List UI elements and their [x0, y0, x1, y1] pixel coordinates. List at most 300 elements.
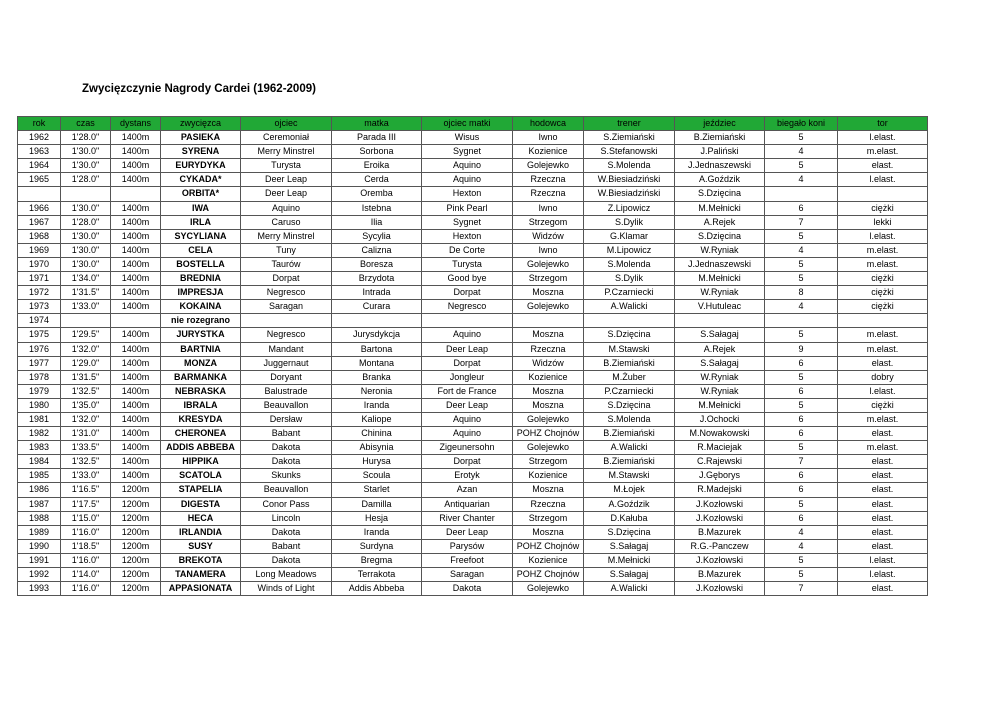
table-cell: Merry Minstrel — [241, 145, 332, 159]
table-cell: 1968 — [18, 229, 61, 243]
table-cell: Kozienice — [513, 370, 584, 384]
table-row — [18, 145, 928, 159]
table-cell: 1200m — [111, 483, 161, 497]
table-cell: Negresco — [241, 286, 332, 300]
table-cell: PASIEKA — [161, 131, 241, 145]
table-cell: Moszna — [513, 483, 584, 497]
table-cell: 1400m — [111, 257, 161, 271]
table-cell: 1'28.0" — [61, 215, 111, 229]
table-cell: HECA — [161, 511, 241, 525]
table-cell: 1400m — [111, 145, 161, 159]
table-cell: Dorpat — [241, 272, 332, 286]
table-cell: 1200m — [111, 497, 161, 511]
table-cell: IRLA — [161, 215, 241, 229]
table-cell: m.elast. — [838, 257, 928, 271]
table-cell: M.Lipowicz — [584, 243, 675, 257]
table-cell: 1400m — [111, 215, 161, 229]
table-cell: 1962 — [18, 131, 61, 145]
table-cell: Beauvallon — [241, 398, 332, 412]
table-cell: Lincoln — [241, 511, 332, 525]
table-cell: 1969 — [18, 243, 61, 257]
table-cell: 1'32.0" — [61, 342, 111, 356]
table-cell: Strzegom — [513, 511, 584, 525]
table-cell: KRESYDA — [161, 412, 241, 426]
table-row — [18, 441, 928, 455]
table-cell: 1400m — [111, 328, 161, 342]
table-cell: 6 — [765, 483, 838, 497]
table-cell: 1990 — [18, 539, 61, 553]
table-cell: 6 — [765, 201, 838, 215]
table-cell: Juggernaut — [241, 356, 332, 370]
table-cell: Hurysa — [332, 455, 422, 469]
table-cell: Branka — [332, 370, 422, 384]
table-cell: Sorbona — [332, 145, 422, 159]
table-cell: Babant — [241, 427, 332, 441]
table-cell: Ceremoniał — [241, 131, 332, 145]
table-cell: ciężki — [838, 300, 928, 314]
table-cell: 1985 — [18, 469, 61, 483]
table-cell: M.Stawski — [584, 342, 675, 356]
table-cell: Cerda — [332, 173, 422, 187]
table-cell: Widzów — [513, 356, 584, 370]
table-cell: 1400m — [111, 300, 161, 314]
table-cell: S.Ziemiański — [584, 131, 675, 145]
table-cell: Deer Leap — [241, 187, 332, 201]
table-cell: M.Łojek — [584, 483, 675, 497]
table-cell: Conor Pass — [241, 497, 332, 511]
table-row — [18, 511, 928, 525]
table-cell: Moszna — [513, 525, 584, 539]
table-cell: 1'16.5" — [61, 483, 111, 497]
table-cell: 4 — [765, 539, 838, 553]
table-cell: Dakota — [241, 525, 332, 539]
table-row — [18, 243, 928, 257]
table-cell: S.Molenda — [584, 159, 675, 173]
table-cell: 1986 — [18, 483, 61, 497]
table-cell: 1'32.5" — [61, 455, 111, 469]
table-cell: 1'34.0" — [61, 272, 111, 286]
table-cell: Zigeunersohn — [422, 441, 513, 455]
table-cell: lekki — [838, 215, 928, 229]
table-cell: l.elast. — [838, 568, 928, 582]
table-cell: 1'33.0" — [61, 469, 111, 483]
table-cell: BARTNIA — [161, 342, 241, 356]
table-cell: elast. — [838, 525, 928, 539]
table-cell: 1'31.5" — [61, 286, 111, 300]
table-cell: J.Gęborys — [675, 469, 765, 483]
table-cell: SYRENA — [161, 145, 241, 159]
table-cell: 1400m — [111, 356, 161, 370]
table-cell — [838, 314, 928, 328]
table-cell: m.elast. — [838, 328, 928, 342]
table-cell: 1400m — [111, 229, 161, 243]
table-cell: Deer Leap — [422, 525, 513, 539]
table-cell: JURYSTKA — [161, 328, 241, 342]
table-cell: Hexton — [422, 187, 513, 201]
table-cell: S.Stefanowski — [584, 145, 675, 159]
table-cell: S.Sałagaj — [675, 328, 765, 342]
table-cell: POHZ Chojnów — [513, 568, 584, 582]
table-cell: 5 — [765, 370, 838, 384]
table-row — [18, 370, 928, 384]
table-cell: 1977 — [18, 356, 61, 370]
table-cell: 1'33.0" — [61, 300, 111, 314]
table-cell: Aquino — [422, 328, 513, 342]
table-cell: 6 — [765, 511, 838, 525]
table-cell: 1'17.5" — [61, 497, 111, 511]
table-cell: 1400m — [111, 384, 161, 398]
table-cell: Boresza — [332, 257, 422, 271]
table-cell: B.Ziemiański — [584, 455, 675, 469]
table-cell: 1'15.0" — [61, 511, 111, 525]
table-row — [18, 412, 928, 426]
table-cell: 1987 — [18, 497, 61, 511]
column-header: hodowca — [513, 117, 584, 131]
table-cell: B.Ziemiański — [584, 356, 675, 370]
table-cell: Golejewko — [513, 257, 584, 271]
table-row — [18, 427, 928, 441]
table-cell: 1200m — [111, 582, 161, 596]
table-cell: 1400m — [111, 131, 161, 145]
table-cell: BOSTELLA — [161, 257, 241, 271]
table-cell: Eroika — [332, 159, 422, 173]
table-cell: Deer Leap — [241, 173, 332, 187]
table-cell: elast. — [838, 427, 928, 441]
table-cell: Freefoot — [422, 553, 513, 567]
table-cell: Turysta — [422, 257, 513, 271]
table-cell: Dakota — [241, 455, 332, 469]
table-cell — [765, 314, 838, 328]
table-cell: 1973 — [18, 300, 61, 314]
table-cell: Aquino — [422, 159, 513, 173]
table-cell: Strzegom — [513, 272, 584, 286]
table-cell: 1966 — [18, 201, 61, 215]
table-cell: J.Kozłowski — [675, 582, 765, 596]
table-cell: W.Ryniak — [675, 286, 765, 300]
table-cell: B.Ziemiański — [675, 131, 765, 145]
table-row — [18, 497, 928, 511]
table-cell: Moszna — [513, 328, 584, 342]
table-cell: A.Goździk — [675, 173, 765, 187]
table-cell: elast. — [838, 455, 928, 469]
table-row — [18, 131, 928, 145]
table-cell: Deer Leap — [422, 398, 513, 412]
table-cell: m.elast. — [838, 342, 928, 356]
table-row — [18, 398, 928, 412]
table-cell: 4 — [765, 173, 838, 187]
table-cell: ORBITA* — [161, 187, 241, 201]
table-cell: 6 — [765, 384, 838, 398]
table-cell: Moszna — [513, 384, 584, 398]
table-cell: Aquino — [422, 412, 513, 426]
table-cell: 1991 — [18, 553, 61, 567]
table-cell: Z.Lipowicz — [584, 201, 675, 215]
column-header: rok — [18, 117, 61, 131]
table-cell: W.Ryniak — [675, 384, 765, 398]
table-row — [18, 384, 928, 398]
table-cell: Widzów — [513, 229, 584, 243]
table-cell: CHERONEA — [161, 427, 241, 441]
table-cell: River Chanter — [422, 511, 513, 525]
table-cell: 4 — [765, 525, 838, 539]
table-cell: elast. — [838, 511, 928, 525]
table-cell: M.Mełnicki — [675, 398, 765, 412]
table-cell: 1'30.0" — [61, 145, 111, 159]
table-cell: Golejewko — [513, 412, 584, 426]
table-cell: A.Walicki — [584, 300, 675, 314]
table-cell: 1'30.0" — [61, 243, 111, 257]
table-cell — [241, 314, 332, 328]
table-cell: W.Biesiadziński — [584, 173, 675, 187]
table-cell: CELA — [161, 243, 241, 257]
table-cell: 5 — [765, 131, 838, 145]
table-cell: Strzegom — [513, 215, 584, 229]
table-header-row — [18, 117, 928, 131]
table-cell: A.Walicki — [584, 582, 675, 596]
table-cell: 1971 — [18, 272, 61, 286]
table-cell: J.Kozłowski — [675, 497, 765, 511]
table-cell: 1'30.0" — [61, 159, 111, 173]
table-cell: 1992 — [18, 568, 61, 582]
table-cell: Calizna — [332, 243, 422, 257]
table-cell: V.Hutuleac — [675, 300, 765, 314]
table-cell: 1972 — [18, 286, 61, 300]
table-cell: S.Dylik — [584, 215, 675, 229]
table-cell: S.Dzięcina — [584, 398, 675, 412]
table-row — [18, 257, 928, 271]
table-row — [18, 300, 928, 314]
table-row — [18, 173, 928, 187]
table-cell: Good bye — [422, 272, 513, 286]
table-cell: R.Madejski — [675, 483, 765, 497]
table-cell: P.Czarniecki — [584, 286, 675, 300]
table-cell: Pink Pearl — [422, 201, 513, 215]
table-cell: 1'31.0" — [61, 427, 111, 441]
table-cell: Dorpat — [422, 455, 513, 469]
table-cell: Iwno — [513, 131, 584, 145]
winners-table — [17, 116, 928, 596]
table-cell: Dorpat — [422, 356, 513, 370]
table-cell: M.Nowakowski — [675, 427, 765, 441]
table-cell: 1980 — [18, 398, 61, 412]
table-cell: elast. — [838, 582, 928, 596]
table-cell — [18, 187, 61, 201]
table-cell: 1'31.5" — [61, 370, 111, 384]
table-cell: 1200m — [111, 525, 161, 539]
table-cell: elast. — [838, 497, 928, 511]
table-cell: 1'30.0" — [61, 229, 111, 243]
table-cell: Turysta — [241, 159, 332, 173]
table-cell: 1'14.0" — [61, 568, 111, 582]
table-cell: 8 — [765, 286, 838, 300]
table-row — [18, 356, 928, 370]
table-cell: 1400m — [111, 398, 161, 412]
table-row — [18, 159, 928, 173]
table-cell: 5 — [765, 568, 838, 582]
table-cell — [111, 187, 161, 201]
table-cell: S.Dzięcina — [675, 187, 765, 201]
table-cell: elast. — [838, 356, 928, 370]
table-cell: IBRALA — [161, 398, 241, 412]
table-cell: CYKADA* — [161, 173, 241, 187]
table-cell: TANAMERA — [161, 568, 241, 582]
table-cell: 1'16.0" — [61, 582, 111, 596]
table-cell: l.elast. — [838, 384, 928, 398]
table-cell: 5 — [765, 272, 838, 286]
column-header: ojciec — [241, 117, 332, 131]
table-cell: 1400m — [111, 173, 161, 187]
table-cell: 1963 — [18, 145, 61, 159]
table-cell: 6 — [765, 427, 838, 441]
table-cell: Abisynia — [332, 441, 422, 455]
table-cell: SUSY — [161, 539, 241, 553]
table-cell: l.elast. — [838, 553, 928, 567]
table-cell: Hesja — [332, 511, 422, 525]
table-cell: 7 — [765, 455, 838, 469]
table-cell: S.Dzięcina — [584, 525, 675, 539]
table-cell: Babant — [241, 539, 332, 553]
table-cell: POHZ Chojnów — [513, 427, 584, 441]
table-cell — [422, 314, 513, 328]
column-header: tor — [838, 117, 928, 131]
table-row — [18, 187, 928, 201]
table-cell: Fort de France — [422, 384, 513, 398]
table-cell: 1974 — [18, 314, 61, 328]
table-cell — [838, 187, 928, 201]
table-cell: 1400m — [111, 201, 161, 215]
column-header: czas — [61, 117, 111, 131]
table-cell: S.Molenda — [584, 257, 675, 271]
table-cell: S.Dylik — [584, 272, 675, 286]
table-cell: A.Goździk — [584, 497, 675, 511]
table-cell: D.Kałuba — [584, 511, 675, 525]
table-row — [18, 539, 928, 553]
table-cell: Iranda — [332, 525, 422, 539]
table-cell: Aquino — [422, 427, 513, 441]
table-cell: 1982 — [18, 427, 61, 441]
table-cell: M.Stawski — [584, 469, 675, 483]
column-header: ojciec matki — [422, 117, 513, 131]
table-cell — [111, 314, 161, 328]
table-cell: Merry Minstrel — [241, 229, 332, 243]
page-title: Zwycięzczynie Nagrody Cardei (1962-2009) — [82, 83, 316, 95]
table-cell: 1400m — [111, 342, 161, 356]
table-cell: P.Czarniecki — [584, 384, 675, 398]
table-cell: l.elast. — [838, 173, 928, 187]
table-cell: 7 — [765, 582, 838, 596]
table-cell: 5 — [765, 398, 838, 412]
table-cell: Strzegom — [513, 455, 584, 469]
table-cell: B.Ziemiański — [584, 427, 675, 441]
table-cell: J.Jednaszewski — [675, 257, 765, 271]
table-cell: SYCYLIANA — [161, 229, 241, 243]
table-cell: MONZA — [161, 356, 241, 370]
table-cell: IMPRESJA — [161, 286, 241, 300]
table-cell: S.Dzięcina — [584, 328, 675, 342]
table-cell: HIPPIKA — [161, 455, 241, 469]
table-cell: m.elast. — [838, 441, 928, 455]
column-header: matka — [332, 117, 422, 131]
table-cell: ciężki — [838, 201, 928, 215]
table-cell: 1'16.0" — [61, 525, 111, 539]
table-cell: Bartona — [332, 342, 422, 356]
table-row — [18, 568, 928, 582]
table-cell: 1'29.0" — [61, 356, 111, 370]
table-cell: elast. — [838, 469, 928, 483]
table-cell: BARMANKA — [161, 370, 241, 384]
table-row — [18, 314, 928, 328]
table-cell: J.Ochocki — [675, 412, 765, 426]
table-cell: Surdyna — [332, 539, 422, 553]
table-cell: 1'35.0" — [61, 398, 111, 412]
table-cell: M.Mełnicki — [675, 201, 765, 215]
table-cell: Addis Abbeba — [332, 582, 422, 596]
table-row — [18, 215, 928, 229]
table-cell: 1200m — [111, 568, 161, 582]
column-header: zwycięzca — [161, 117, 241, 131]
table-cell: ciężki — [838, 272, 928, 286]
table-cell: Parada III — [332, 131, 422, 145]
table-row — [18, 342, 928, 356]
table-cell: 5 — [765, 159, 838, 173]
table-row — [18, 483, 928, 497]
table-cell: W.Ryniak — [675, 370, 765, 384]
table-cell: Sycylia — [332, 229, 422, 243]
table-cell: Scoula — [332, 469, 422, 483]
table-cell: Chinina — [332, 427, 422, 441]
table-cell: Skunks — [241, 469, 332, 483]
table-cell: Oremba — [332, 187, 422, 201]
table-cell — [675, 314, 765, 328]
table-cell: Iwno — [513, 201, 584, 215]
table-cell: Bregma — [332, 553, 422, 567]
table-cell: m.elast. — [838, 145, 928, 159]
table-cell: 1400m — [111, 159, 161, 173]
table-cell: A.Walicki — [584, 441, 675, 455]
table-cell: C.Rajewski — [675, 455, 765, 469]
table-cell: 1988 — [18, 511, 61, 525]
table-cell: Moszna — [513, 398, 584, 412]
table-cell: Beauvallon — [241, 483, 332, 497]
table-cell: Neronia — [332, 384, 422, 398]
table-cell: 1400m — [111, 243, 161, 257]
table-cell: 1200m — [111, 511, 161, 525]
table-cell: SCATOLA — [161, 469, 241, 483]
table-cell: Golejewko — [513, 300, 584, 314]
table-cell: Iwno — [513, 243, 584, 257]
table-cell: J.Paliński — [675, 145, 765, 159]
table-cell: W.Ryniak — [675, 243, 765, 257]
table-cell: J.Kozłowski — [675, 511, 765, 525]
table-cell: 1981 — [18, 412, 61, 426]
table-cell: Aquino — [422, 173, 513, 187]
table-row — [18, 286, 928, 300]
table-cell: 1200m — [111, 553, 161, 567]
table-cell — [332, 314, 422, 328]
table-row — [18, 582, 928, 596]
table-cell: Rzeczna — [513, 497, 584, 511]
table-cell: Parysów — [422, 539, 513, 553]
table-cell: Taurów — [241, 257, 332, 271]
table-cell: 1'16.0" — [61, 553, 111, 567]
table-cell: 7 — [765, 215, 838, 229]
table-cell: Montana — [332, 356, 422, 370]
table-row — [18, 525, 928, 539]
table-cell: l.elast. — [838, 229, 928, 243]
table-cell: Rzeczna — [513, 187, 584, 201]
table-cell: Aquino — [241, 201, 332, 215]
table-cell: De Corte — [422, 243, 513, 257]
